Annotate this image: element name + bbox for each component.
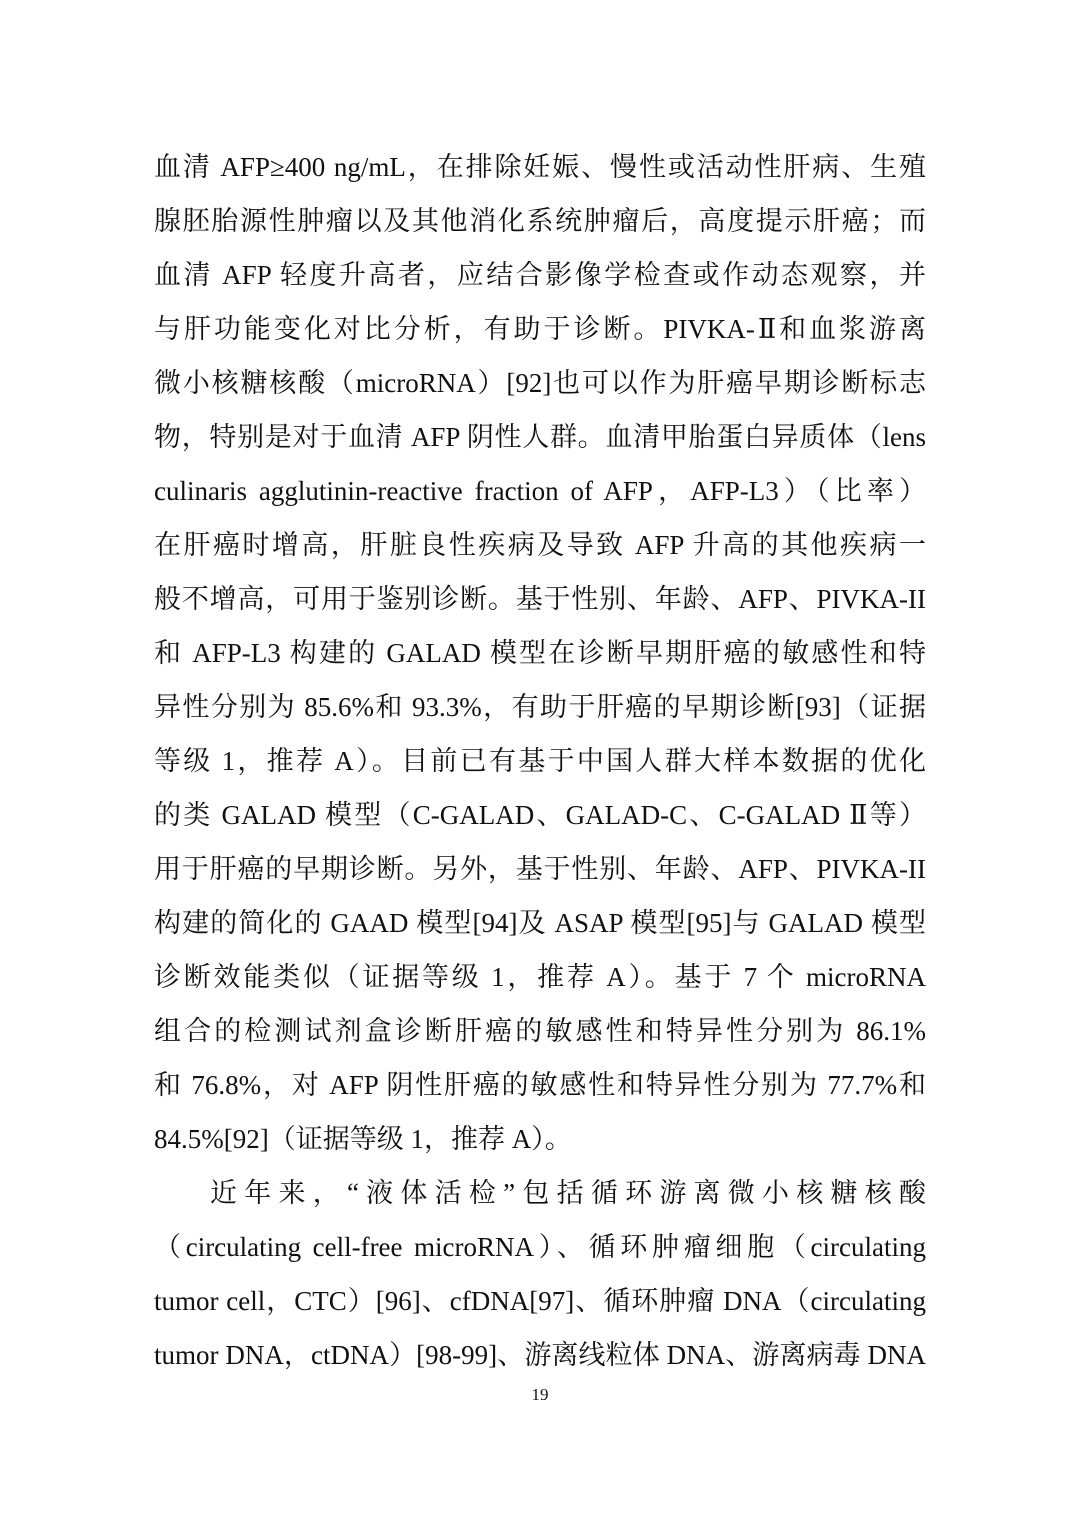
body-text [154,140,926,1382]
text-line: 血清 AFP≥400 ng/mL，在排除妊娠、慢性或活动性肝病、生殖 [154,152,926,182]
text-line: 般不增高，可用于鉴别诊断。基于性别、年龄、AFP、PIVKA-II [154,584,926,614]
text-line: culinaris agglutinin-reactive fraction of AFP，AFP-L3）（比率） [154,476,926,506]
text-line: 和 76.8%，对 AFP 阴性肝癌的敏感性和特异性分别为 77.7%和 [154,1070,926,1100]
text-line: 与肝功能变化对比分析，有助于诊断。PIVKA-Ⅱ和血浆游离 [154,314,926,344]
text-line: 用于肝癌的早期诊断。另外，基于性别、年龄、AFP、PIVKA-II [154,854,926,884]
text-line: 等级 1，推荐 A）。目前已有基于中国人群大样本数据的优化 [154,746,926,776]
text-line: 和 AFP-L3 构建的 GALAD 模型在诊断早期肝癌的敏感性和特 [154,638,926,668]
text-line: 组合的检测试剂盒诊断肝癌的敏感性和特异性分别为 86.1% [154,1016,926,1046]
text-line: 异性分别为 85.6%和 93.3%，有助于肝癌的早期诊断[93]（证据 [154,692,926,722]
text-line: 血清 AFP 轻度升高者，应结合影像学检查或作动态观察，并 [154,260,926,290]
text-line: 的类 GALAD 模型（C-GALAD、GALAD-C、C-GALAD Ⅱ等） [154,800,926,830]
text-line: 在肝癌时增高，肝脏良性疾病及导致 AFP 升高的其他疾病一 [154,530,926,560]
text-line: tumor DNA，ctDNA）[98-99]、游离线粒体 DNA、游离病毒 DNA [154,1340,926,1370]
text-line: 构建的简化的 GAAD 模型[94]及 ASAP 模型[95]与 GALAD 模型 [154,908,926,938]
text-line: 84.5%[92]（证据等级 1，推荐 A）。 [154,1124,572,1154]
text-line: 物，特别是对于血清 AFP 阴性人群。血清甲胎蛋白异质体（lens [154,422,926,452]
text-line: 近年来，“液体活检”包括循环游离微小核糖核酸 [210,1178,926,1208]
text-line: 诊断效能类似（证据等级 1，推荐 A）。基于 7 个 microRNA [154,962,926,992]
text-line: 微小核糖核酸（microRNA）[92]也可以作为肝癌早期诊断标志 [154,368,926,398]
text-line: （circulating cell-free microRNA）、循环肿瘤细胞（circulating [154,1232,926,1262]
text-line: 腺胚胎源性肿瘤以及其他消化系统肿瘤后，高度提示肝癌；而 [154,206,926,236]
page-number: 19 [531,1385,549,1404]
text-line: tumor cell，CTC）[96]、cfDNA[97]、循环肿瘤 DNA（circulating [154,1286,926,1316]
